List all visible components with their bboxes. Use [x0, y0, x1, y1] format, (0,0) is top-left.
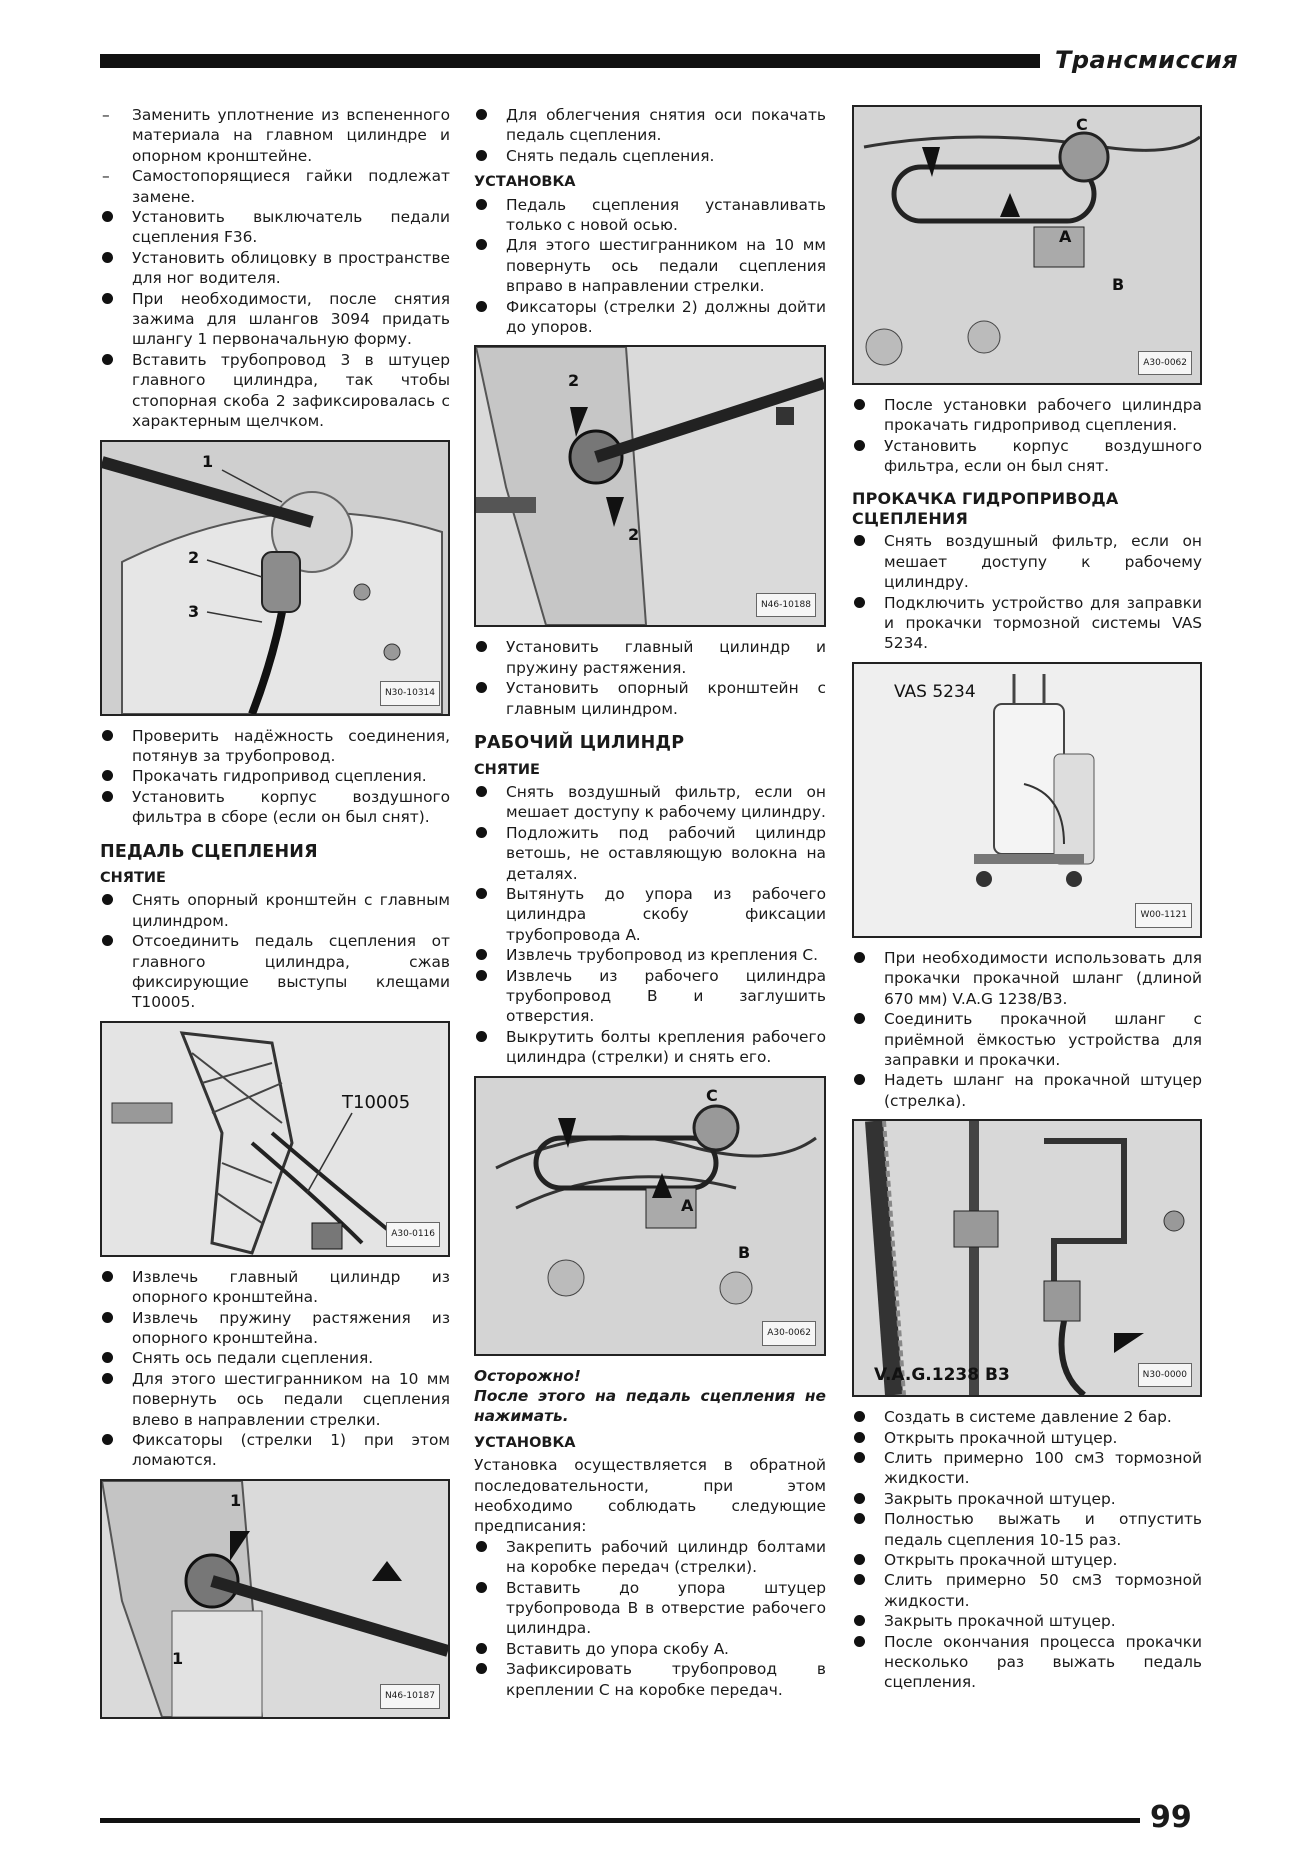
list-col1-mid: [100, 726, 450, 828]
list-item: Открыть прокачной штуцер.: [852, 1428, 1202, 1448]
footer-rule: [100, 1818, 1140, 1823]
list-item: После установки рабочего цилиндра прокачать гидропривод сцепления.: [852, 395, 1202, 436]
tool-label: V.A.G.1238 B3: [874, 1365, 1010, 1386]
figure-label: 3: [188, 601, 200, 621]
list-col3-bleed: [852, 531, 1202, 653]
column-3: [852, 105, 1202, 1693]
figure-bleed-hose: [852, 1119, 1202, 1397]
tool-label: VAS 5234: [894, 681, 976, 702]
list-item: Фиксаторы (стрелки 2) должны дойти до упоров.: [474, 297, 826, 338]
figure-illustration: [854, 664, 1200, 936]
list-item: Установить корпус воздушного фильтра, если он был снят.: [852, 436, 1202, 477]
list-item: Для облегчения снятия оси покачать педаль сцепления.: [474, 105, 826, 146]
column-1: [100, 105, 450, 1729]
figure-pliers-t10005: [100, 1021, 450, 1257]
tool-label: T10005: [342, 1091, 411, 1113]
list-item: – Самостопорящиеся гайки подлежат замене.: [100, 166, 450, 207]
list-item: Извлечь пружину растяжения из опорного кронштейна.: [100, 1308, 450, 1349]
warning-block: [474, 1366, 826, 1427]
figure-pedal-axle-removal: [100, 1479, 450, 1719]
list-item: Установить опорный кронштейн с главным цилиндром.: [474, 678, 826, 719]
figure-label: 2: [188, 547, 200, 567]
list-item: Закрепить рабочий цилиндр болтами на коробке передач (стрелки).: [474, 1537, 826, 1578]
figure-code: A30-0062: [762, 1321, 816, 1345]
figure-illustration: [854, 1121, 1200, 1395]
list-col3-after-fig7: [852, 948, 1202, 1111]
list-col2-install: [474, 195, 826, 338]
list-item: Проверить надёжность соединения, потянув за трубопровод.: [100, 726, 450, 767]
figure-code: W00-1121: [1135, 903, 1192, 927]
figure-label: A: [681, 1195, 694, 1215]
subsection-heading: СНЯТИЕ: [100, 869, 166, 886]
figure-slave-cylinder-installed: [852, 105, 1202, 385]
list-item: Вставить трубопровод 3 в штуцер главного цилиндра, так чтобы стопорная скоба 2 зафиксировалась с характерным щелчком.: [100, 350, 450, 432]
figure-pedal-axle-install: [474, 345, 826, 627]
header-rule: [100, 54, 1040, 68]
list-item: Зафиксировать трубопровод в креплении C на коробке передач.: [474, 1659, 826, 1700]
section-heading-bleed: ПРОКАЧКА ГИДРОПРИВОДА СЦЕПЛЕНИЯ: [852, 488, 1119, 529]
list-col2-top: [474, 105, 826, 166]
figure-label: 2: [568, 371, 580, 391]
list-item: Слить примерно 100 смЗ тормозной жидкости.: [852, 1448, 1202, 1489]
subsection-heading: СНЯТИЕ: [474, 761, 540, 778]
list-item: Вставить до упора штуцер трубопровода B в отверстие рабочего цилиндра.: [474, 1578, 826, 1639]
list-item: Установить выключатель педали сцепления F36.: [100, 207, 450, 248]
list-item: После окончания процесса прокачки несколько раз выжать педаль сцепления.: [852, 1632, 1202, 1693]
list-col2-removal: [474, 782, 826, 1068]
figure-label: 1: [172, 1648, 184, 1668]
list-col1-removal: [100, 890, 450, 1012]
section-heading-pedal: ПЕДАЛЬ СЦЕПЛЕНИЯ: [100, 841, 318, 862]
list-item: При необходимости, после снятия зажима для шлангов 3094 придать шлангу 1 первоначальную форму.: [100, 289, 450, 350]
list-item: Надеть шланг на прокачной штуцер (стрелка).: [852, 1070, 1202, 1111]
list-item: Вытянуть до упора из рабочего цилиндра скобу фиксации трубопровода A.: [474, 884, 826, 945]
figure-slave-cylinder: [474, 1076, 826, 1356]
list-item: Установить облицовку в пространстве для ног водителя.: [100, 248, 450, 289]
list-col3-top: [852, 395, 1202, 477]
list-item: Фиксаторы (стрелки 1) при этом ломаются.: [100, 1430, 450, 1471]
list-item: Извлечь главный цилиндр из опорного кронштейна.: [100, 1267, 450, 1308]
install-paragraph: Установка осуществляется в обратной последовательности, при этом необходимо соблюдать следующие предписания:: [474, 1456, 826, 1536]
figure-code: N46-10188: [756, 593, 816, 617]
figure-illustration: [854, 107, 1200, 383]
list-item: Снять педаль сцепления.: [474, 146, 826, 166]
list-item: Снять опорный кронштейн с главным цилиндром.: [100, 890, 450, 931]
figure-illustration: [102, 1481, 448, 1717]
list-item: Установить корпус воздушного фильтра в сборе (если он был снят).: [100, 787, 450, 828]
figure-label: C: [1076, 115, 1088, 134]
list-item: Выкрутить болты крепления рабочего цилиндра (стрелки) и снять его.: [474, 1027, 826, 1068]
figure-code: N30-0000: [1138, 1363, 1192, 1387]
list-item: Соединить прокачной шланг с приёмной ёмкостью устройства для заправки и прокачки.: [852, 1009, 1202, 1070]
list-item: Полностью выжать и отпустить педаль сцепления 10-15 раз.: [852, 1509, 1202, 1550]
figure-code: N46-10187: [380, 1684, 440, 1708]
list-item: Снять воздушный фильтр, если он мешает доступу к рабочему цилиндру.: [852, 531, 1202, 592]
list-item: Снять воздушный фильтр, если он мешает доступу к рабочему цилиндру.: [474, 782, 826, 823]
list-item: Вставить до упора скобу A.: [474, 1639, 826, 1659]
figure-label: 2: [628, 525, 640, 545]
figure-illustration: [102, 1023, 448, 1255]
list-item: Отсоединить педаль сцепления от главного цилиндра, сжав фиксирующие выступы клещами T10005.: [100, 931, 450, 1013]
list-col1-after-fig2: [100, 1267, 450, 1471]
list-item: – Заменить уплотнение из вспененного материала на главном цилиндре и опорном кронштейне.: [100, 105, 450, 166]
figure-label: A: [1059, 227, 1072, 246]
figure-illustration: [476, 1078, 824, 1354]
list-item: При необходимости использовать для прокачки прокачной шланг (длиной 670 мм) V.A.G 1238/B3.: [852, 948, 1202, 1009]
list-item: Снять ось педали сцепления.: [100, 1348, 450, 1368]
section-heading-slave: РАБОЧИЙ ЦИЛИНДР: [474, 733, 685, 754]
list-item: Установить главный цилиндр и пружину растяжения.: [474, 637, 826, 678]
warning-title: Осторожно!: [474, 1366, 581, 1385]
list-item: Подложить под рабочий цилиндр ветошь, не оставляющую волокна на деталях.: [474, 823, 826, 884]
list-col3-final: [852, 1407, 1202, 1693]
figure-illustration: [102, 442, 448, 714]
figure-vas-5234: [852, 662, 1202, 938]
figure-code: N30-10314: [380, 681, 440, 705]
figure-code: A30-0116: [386, 1222, 440, 1246]
figure-code: A30-0062: [1138, 351, 1192, 375]
list-item: Прокачать гидропривод сцепления.: [100, 766, 450, 786]
column-2: [474, 105, 826, 1700]
list-item: Открыть прокачной штуцер.: [852, 1550, 1202, 1570]
list-item: Педаль сцепления устанавливать только с новой осью.: [474, 195, 826, 236]
list-item: Слить примерно 50 смЗ тормозной жидкости.: [852, 1570, 1202, 1611]
subsection-heading: УСТАНОВКА: [474, 174, 576, 191]
subsection-heading: УСТАНОВКА: [474, 1434, 576, 1451]
list-item: Закрыть прокачной штуцер.: [852, 1611, 1202, 1631]
figure-label: B: [1112, 275, 1125, 294]
figure-label: 1: [230, 1490, 242, 1510]
list-item: Закрыть прокачной штуцер.: [852, 1489, 1202, 1509]
list-item: Извлечь трубопровод из крепления C.: [474, 945, 826, 965]
list-col1-top: [100, 105, 450, 432]
list-item: Подключить устройство для заправки и прокачки тормозной системы VAS 5234.: [852, 593, 1202, 654]
figure-label: 1: [202, 451, 214, 471]
page-number: 99: [1150, 1800, 1192, 1835]
list-item: Создать в системе давление 2 бар.: [852, 1407, 1202, 1427]
page-header-title: Трансмиссия: [1055, 46, 1239, 74]
list-item: Для этого шестигранником на 10 мм повернуть ось педали сцепления вправо в направлении стрелки.: [474, 235, 826, 296]
figure-illustration: [476, 347, 824, 625]
list-item: Извлечь из рабочего цилиндра трубопровод B и заглушить отверстия.: [474, 966, 826, 1027]
list-col2-after-fig4: [474, 637, 826, 719]
figure-master-cylinder-connection: [100, 440, 450, 716]
figure-label: C: [706, 1085, 718, 1105]
warning-text: После этого на педаль сцепления не нажимать.: [474, 1387, 826, 1426]
list-col2-install2: [474, 1537, 826, 1700]
figure-label: B: [738, 1242, 751, 1262]
list-item: Для этого шестигранником на 10 мм повернуть ось педали сцепления влево в направлении стрелки.: [100, 1369, 450, 1430]
